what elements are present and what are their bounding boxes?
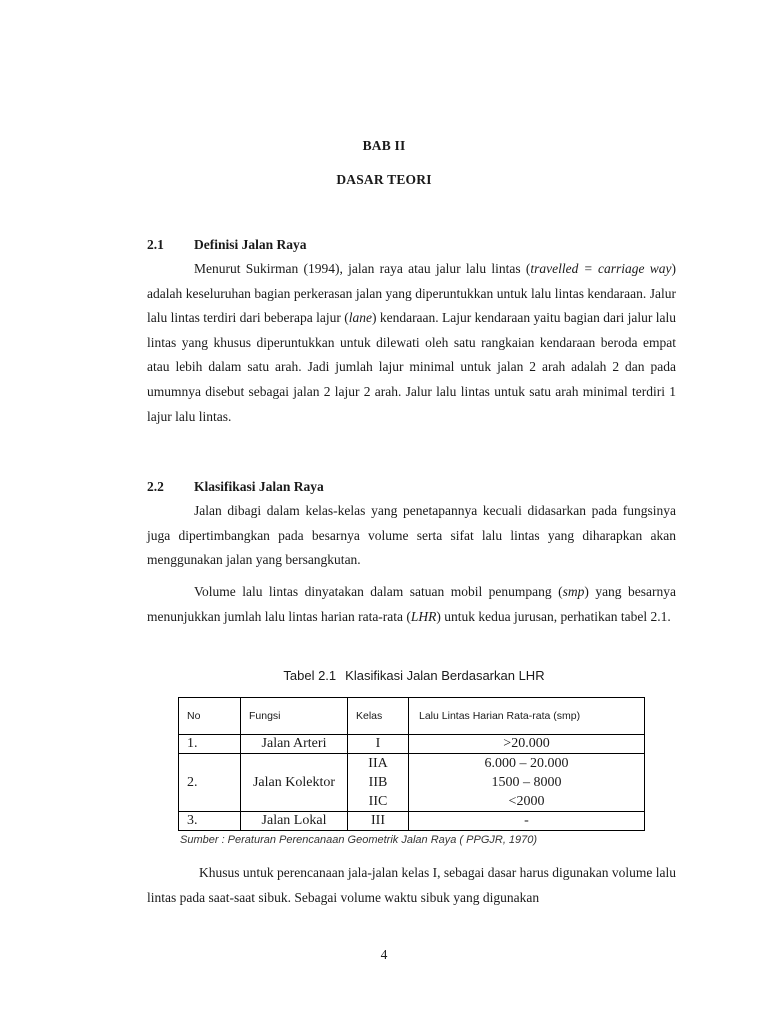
text-run: Jalan dibagi dalam kelas-kelas yang penetapannya kecuali didasarkan pada fungsinya juga dipertimbangkan pada besarnya volume serta sifat lalu lintas yang diharapkan akan menggunakan jalan yang bersangkutan.: [147, 503, 676, 568]
cell-kelas: I: [348, 735, 409, 754]
paragraph-volume: [147, 580, 676, 629]
cell-kelas: III: [348, 812, 409, 831]
cell-no: 1.: [179, 735, 241, 754]
chapter-title: DASAR TEORI: [336, 172, 432, 187]
cell-no: 2.: [179, 754, 241, 812]
section-heading-2-2: [147, 479, 324, 495]
section-heading-2-1: [147, 237, 307, 253]
cell-lhr: [409, 754, 645, 812]
header-fungsi: Fungsi: [241, 698, 348, 735]
table-row: [179, 735, 645, 754]
section-title: Definisi Jalan Raya: [194, 237, 307, 252]
cell-no: 3.: [179, 812, 241, 831]
italic-term: smp: [562, 584, 585, 599]
header-no: No: [179, 698, 241, 735]
kelas-value: IIA: [368, 756, 388, 771]
table-row: [179, 754, 645, 812]
cell-lhr: >20.000: [409, 735, 645, 754]
text-run: Khusus untuk perencanaan jala-jalan kelas I, sebagai dasar harus digunakan volume lalu lintas pada saat-saat sibuk. Sebagai volume waktu sibuk yang digunakan: [147, 865, 676, 905]
paragraph-closing: [147, 861, 676, 910]
kelas-value: IIC: [368, 794, 388, 809]
cell-fungsi: Jalan Kolektor: [241, 754, 348, 812]
caption-title: Klasifikasi Jalan Berdasarkan LHR: [345, 668, 545, 683]
lhr-table: [178, 697, 645, 831]
header-kelas: Kelas: [348, 698, 409, 735]
paragraph-klasifikasi: [147, 499, 676, 573]
table-source: Sumber : Peraturan Perencanaan Geometrik Jalan Raya ( PPGJR, 1970): [180, 834, 538, 846]
cell-kelas: [348, 754, 409, 812]
section-number: 2.2: [147, 479, 164, 494]
page-number: 4: [380, 947, 388, 962]
italic-term: LHR: [410, 608, 437, 624]
section-title: Klasifikasi Jalan Raya: [194, 479, 324, 494]
caption-number: Tabel 2.1: [283, 668, 337, 683]
text-run: ) kendaraan. Lajur kendaraan yaitu bagian dari jalur lalu lintas yang khusus diperuntukkan untuk dilewati oleh satu rangkaian kendaraan beroda empat atau lebih dalam satu arah. Jadi jumlah lajur minimal untuk jalan 2 arah adalah 2 dan pada umumnya disebut sebagai jalan 2 lajur 2 arah. Jalur lalu lintas untuk satu arah minimal terdiri 1 lajur lalu lintas.: [147, 310, 676, 424]
text-run: Menurut Sukirman (1994), jalan raya atau jalur lalu lintas (: [194, 261, 531, 276]
chapter-label: BAB II: [362, 138, 406, 153]
table-row: [179, 812, 645, 831]
lhr-value: 6.000 – 20.000: [484, 756, 569, 771]
cell-lhr: -: [409, 812, 645, 831]
text-run: ) yang besarnya menunjukkan jumlah lalu lintas harian rata-rata (: [147, 584, 676, 624]
cell-fungsi: Jalan Lokal: [241, 812, 348, 831]
kelas-value: IIB: [368, 775, 388, 790]
italic-term: travelled = carriage way: [530, 261, 672, 276]
table-caption: [0, 668, 768, 683]
paragraph-definisi: [147, 257, 676, 429]
italic-term: lane: [348, 310, 372, 326]
header-lhr: Lalu Lintas Harian Rata-rata (smp): [409, 698, 645, 735]
text-run: Volume lalu lintas dinyatakan dalam satuan mobil penumpang (: [194, 584, 563, 599]
lhr-value: 1500 – 8000: [491, 775, 562, 790]
cell-fungsi: Jalan Arteri: [241, 735, 348, 754]
text-run: ) untuk kedua jurusan, perhatikan tabel 2.1.: [436, 608, 671, 624]
lhr-value: <2000: [508, 794, 545, 809]
table-header-row: [179, 698, 645, 735]
text-run: ) adalah keseluruhan bagian perkerasan jalan yang diperuntukkan untuk lalu lintas kendaraan. Jalur lalu lintas terdiri dari beberapa lajur (: [147, 261, 676, 326]
section-number: 2.1: [147, 237, 164, 252]
